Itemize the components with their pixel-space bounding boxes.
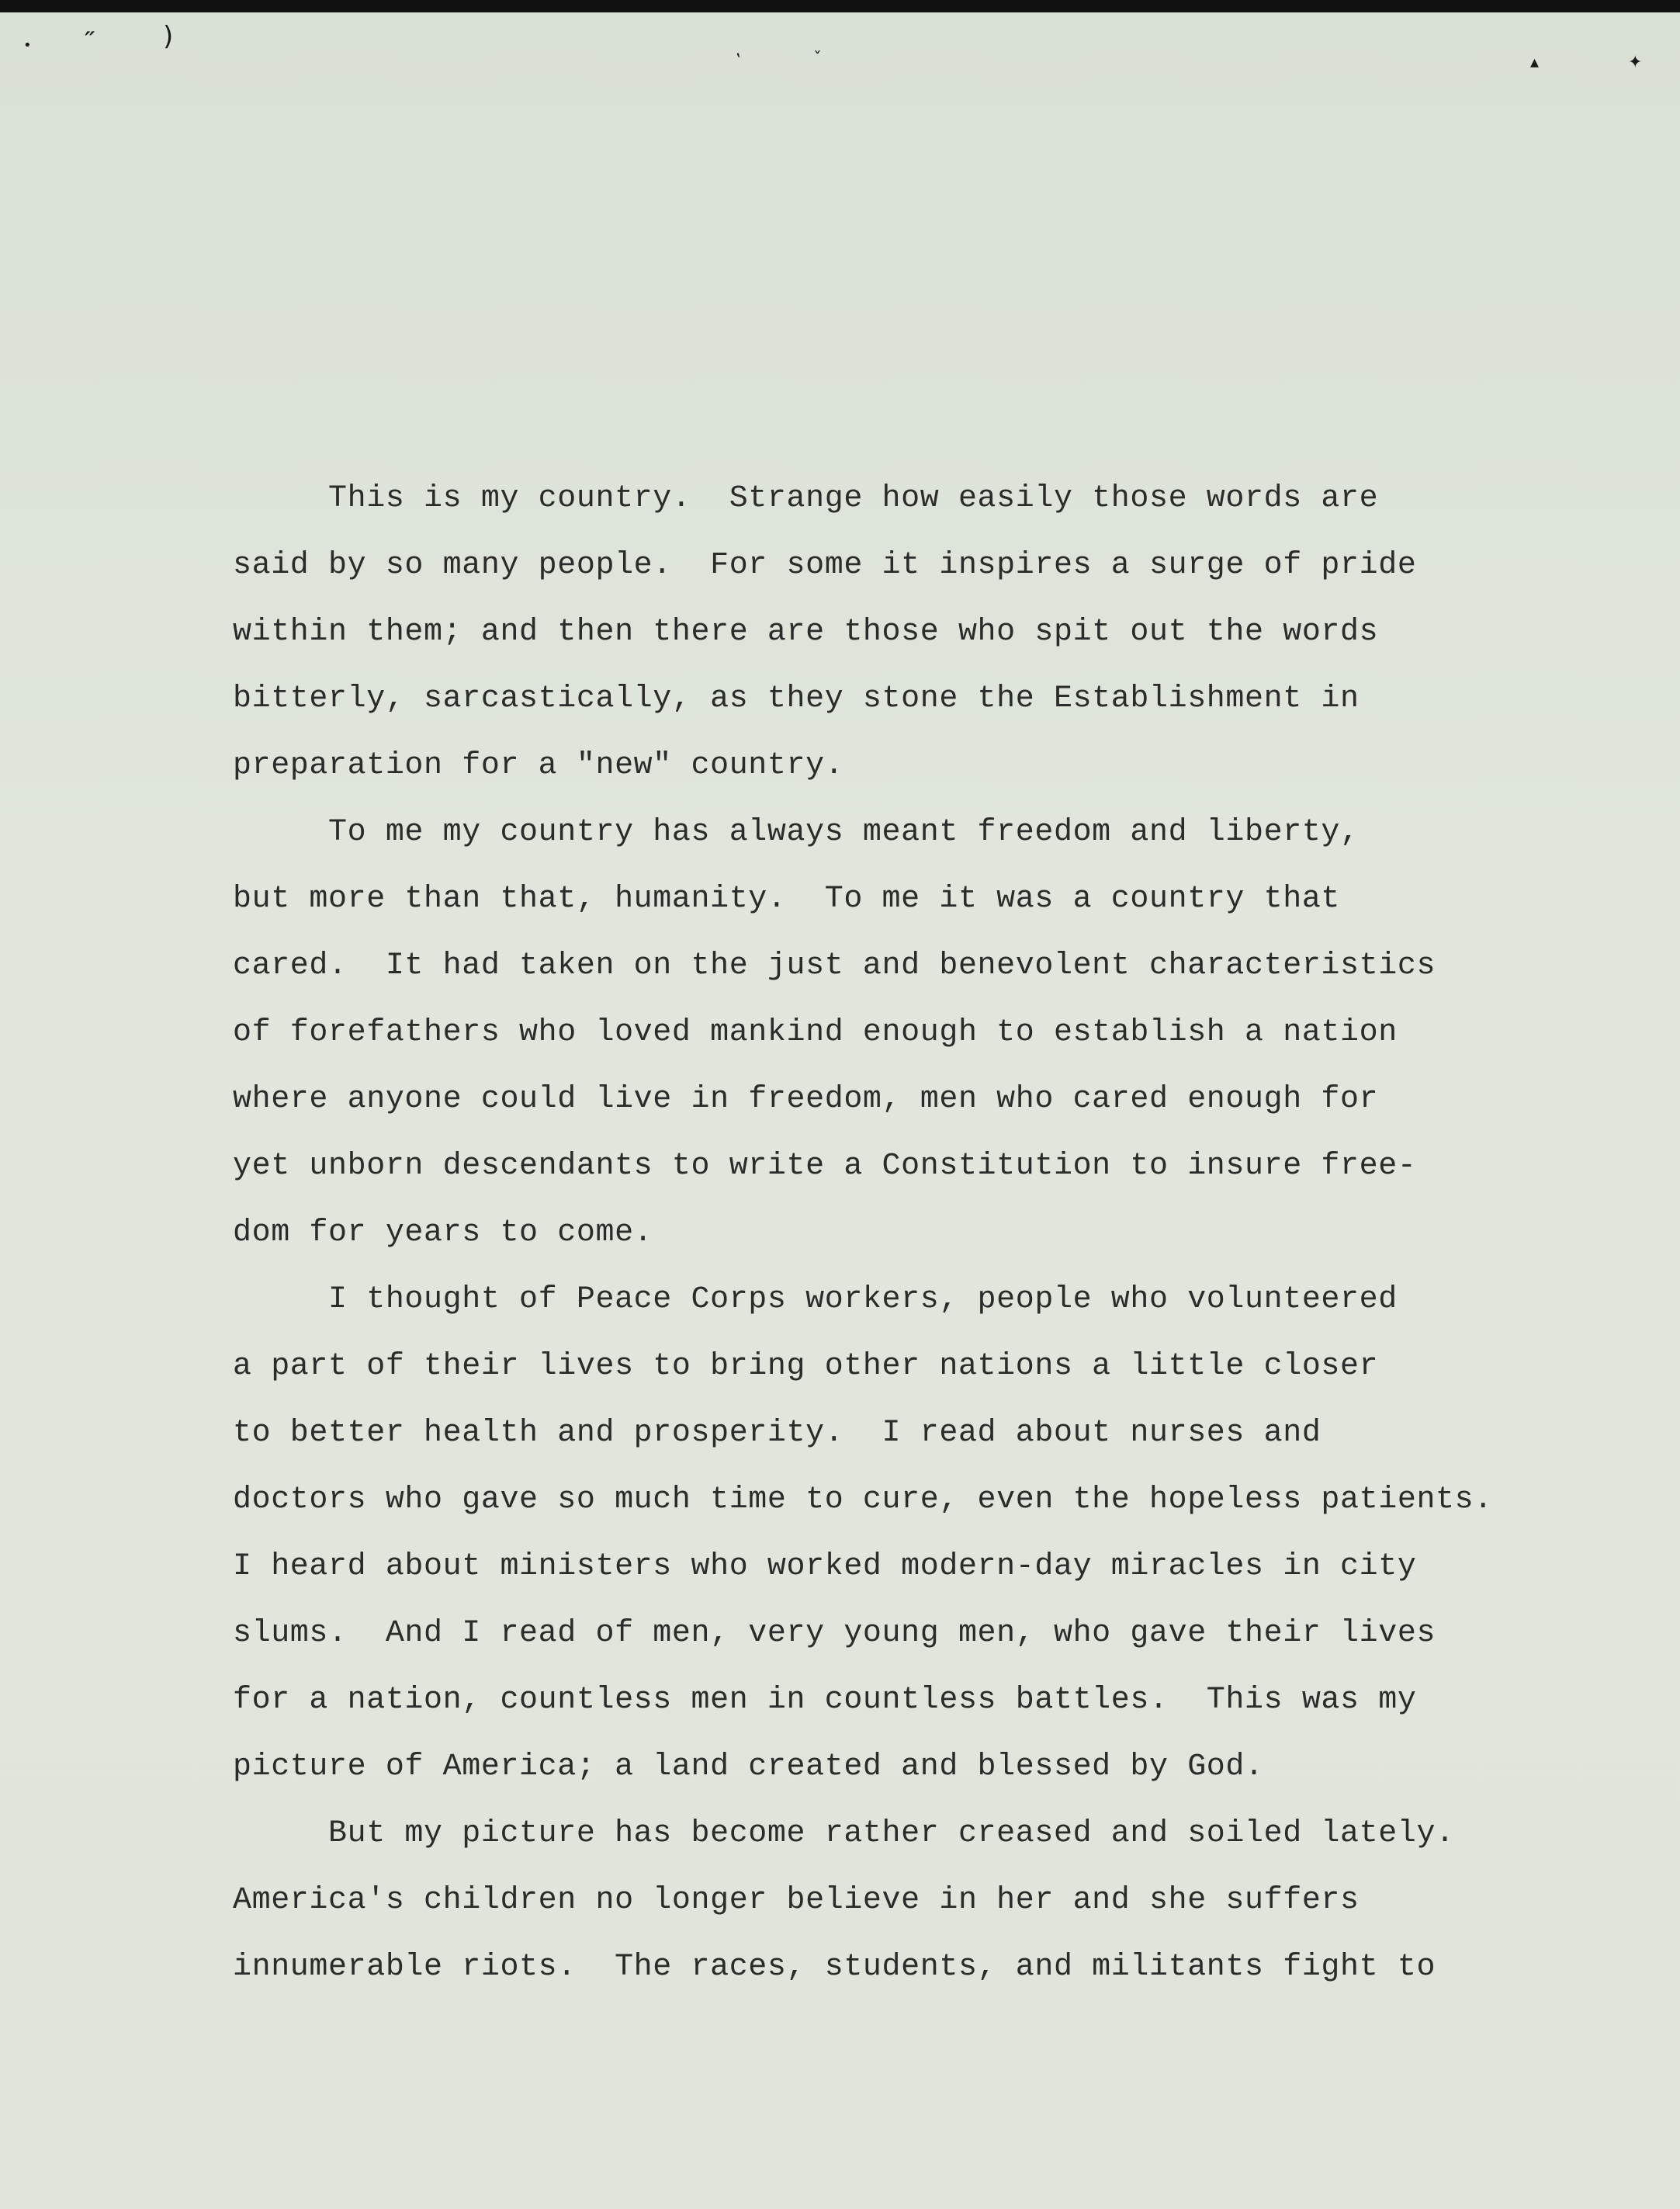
text-line: slums. And I read of men, very young men, who gave their lives xyxy=(233,1616,1436,1651)
ink-spot: ✦ xyxy=(1628,53,1643,72)
ink-spot: ‛ xyxy=(736,51,741,71)
text-line: where anyone could live in freedom, men who cared enough for xyxy=(233,1082,1379,1117)
text-line: dom for years to come. xyxy=(233,1215,653,1250)
text-line: cared. It had taken on the just and benevolent characteristics xyxy=(233,948,1436,983)
text-line: But my picture has become rather creased and soiled lately. xyxy=(233,1816,1455,1851)
ink-spot: ) xyxy=(163,21,174,52)
text-line: but more than that, humanity. To me it was a country that xyxy=(233,882,1341,917)
body-text xyxy=(233,466,1567,2001)
text-line: This is my country. Strange how easily those words are xyxy=(233,481,1379,516)
text-line: picture of America; a land created and blessed by God. xyxy=(233,1750,1264,1784)
text-line: yet unborn descendants to write a Constitution to insure free- xyxy=(233,1149,1417,1184)
ink-spot: • xyxy=(23,37,32,54)
text-line: bitterly, sarcastically, as they stone the Establishment in xyxy=(233,681,1360,716)
text-line: for a nation, countless men in countless battles. This was my xyxy=(233,1683,1417,1718)
text-line: doctors who gave so much time to cure, even the hopeless patients. xyxy=(233,1482,1493,1517)
ink-spot: ˇ xyxy=(813,50,822,69)
text-line: of forefathers who loved mankind enough to establish a nation xyxy=(233,1015,1398,1050)
text-line: within them; and then there are those who spit out the words xyxy=(233,615,1379,650)
text-line: I heard about ministers who worked modern-day miracles in city xyxy=(233,1549,1417,1584)
text-line: a part of their lives to bring other nations a little closer xyxy=(233,1349,1379,1384)
text-line: innumerable riots. The races, students, and militants fight to xyxy=(233,1950,1436,1985)
text-line: preparation for a "new" country. xyxy=(233,748,844,783)
ink-spot: ▴ xyxy=(1530,53,1540,72)
text-line: said by so many people. For some it inspires a surge of pride xyxy=(233,548,1417,583)
text-line: to better health and prosperity. I read about nurses and xyxy=(233,1416,1321,1451)
ink-spot: ˶ xyxy=(85,15,95,46)
scan-top-edge xyxy=(0,0,1680,12)
text-line: America's children no longer believe in her and she suffers xyxy=(233,1883,1360,1918)
text-line: I thought of Peace Corps workers, people who volunteered xyxy=(233,1282,1398,1317)
text-line: To me my country has always meant freedom and liberty, xyxy=(233,815,1360,850)
